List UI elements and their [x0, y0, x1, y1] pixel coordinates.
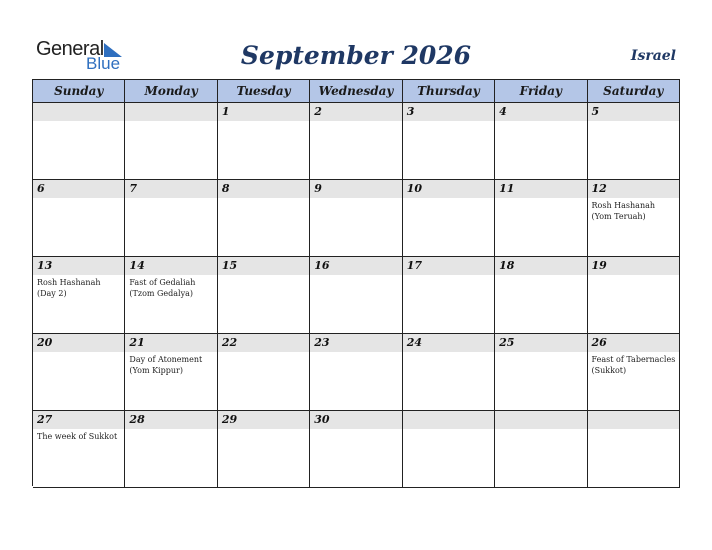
week-row [33, 257, 680, 334]
holiday-event: Feast of Tabernacles (Sukkot) [591, 355, 676, 375]
day-number: 20 [37, 336, 53, 349]
day-cell [588, 103, 680, 180]
week-row [33, 180, 680, 257]
date-bar [125, 103, 216, 121]
day-cell [310, 334, 402, 411]
day-number: 14 [129, 259, 145, 272]
date-bar [403, 103, 494, 121]
day-cell [495, 334, 587, 411]
day-number: 26 [591, 336, 607, 349]
weekday-saturday: Saturday [588, 80, 680, 103]
week-row [33, 103, 680, 180]
day-cell [588, 334, 680, 411]
date-bar [495, 103, 586, 121]
day-number: 12 [591, 182, 607, 195]
day-number: 4 [499, 105, 507, 118]
weeks-container [33, 103, 680, 488]
day-cell [125, 103, 217, 180]
day-cell [125, 257, 217, 334]
day-cell [218, 411, 310, 488]
date-bar [588, 411, 679, 429]
day-number: 19 [591, 259, 607, 272]
day-cell [495, 411, 587, 488]
day-cell [218, 334, 310, 411]
day-cell [310, 411, 402, 488]
day-number: 30 [314, 413, 330, 426]
day-number: 16 [314, 259, 330, 272]
weekday-tuesday: Tuesday [218, 80, 310, 103]
day-cell [125, 180, 217, 257]
weekday-thursday: Thursday [403, 80, 495, 103]
day-cell [403, 180, 495, 257]
day-number: 22 [221, 336, 238, 349]
day-number: 29 [221, 413, 238, 426]
day-cell [33, 411, 125, 488]
day-cell [218, 180, 310, 257]
date-bar [310, 180, 401, 198]
day-cell [403, 411, 495, 488]
day-cell [125, 334, 217, 411]
holiday-event: Rosh Hashanah (Day 2) [37, 278, 101, 298]
day-number: 9 [314, 182, 322, 195]
holiday-event: Rosh Hashanah (Yom Teruah) [591, 201, 656, 221]
date-bar [218, 180, 309, 198]
week-row [33, 411, 680, 488]
holiday-event: Day of Atonement (Yom Kippur) [129, 355, 203, 375]
day-number: 18 [499, 259, 515, 272]
country-label: Israel [630, 48, 676, 64]
day-cell [218, 103, 310, 180]
day-number: 17 [406, 259, 422, 272]
day-number: 8 [221, 182, 230, 195]
day-number: 6 [37, 182, 45, 195]
day-cell [310, 257, 402, 334]
weekday-wednesday: Wednesday [310, 80, 402, 103]
day-cell [588, 180, 680, 257]
weekday-header-row [33, 80, 680, 103]
day-cell [588, 257, 680, 334]
day-cell [33, 103, 125, 180]
day-number: 10 [406, 182, 422, 195]
day-number: 27 [37, 413, 53, 426]
day-number: 21 [129, 336, 145, 349]
date-bar [310, 103, 401, 121]
day-number: 25 [499, 336, 515, 349]
day-cell [495, 103, 587, 180]
holiday-event: The week of Sukkot [37, 432, 118, 441]
day-number: 2 [314, 105, 322, 118]
day-number: 11 [499, 182, 515, 195]
day-number: 28 [129, 413, 145, 426]
day-number: 1 [221, 105, 230, 118]
weekday-monday: Monday [125, 80, 217, 103]
day-cell [33, 334, 125, 411]
week-row [33, 334, 680, 411]
day-number: 24 [406, 336, 422, 349]
day-cell [403, 257, 495, 334]
day-cell [310, 180, 402, 257]
day-number: 13 [37, 259, 53, 272]
day-cell [125, 411, 217, 488]
date-bar [588, 103, 679, 121]
date-bar [218, 103, 309, 121]
day-cell [403, 334, 495, 411]
day-number: 7 [129, 182, 138, 195]
logo-blue-text: Blue [86, 54, 121, 73]
day-cell [403, 103, 495, 180]
day-cell [310, 103, 402, 180]
day-number: 3 [406, 105, 415, 118]
date-bar [33, 103, 124, 121]
day-number: 15 [221, 259, 238, 272]
day-cell [33, 180, 125, 257]
day-number: 23 [314, 336, 330, 349]
calendar-title: September 2026 [240, 41, 472, 70]
date-bar [125, 180, 216, 198]
logo-general-text: General [36, 38, 104, 60]
holiday-event: Fast of Gedaliah (Tzom Gedalya) [129, 278, 196, 298]
date-bar [403, 411, 494, 429]
date-bar [495, 411, 586, 429]
day-cell [495, 257, 587, 334]
date-bar [33, 180, 124, 198]
day-cell [218, 257, 310, 334]
day-cell [495, 180, 587, 257]
weekday-sunday: Sunday [33, 80, 125, 103]
calendar-grid [32, 79, 680, 486]
day-number: 5 [591, 105, 600, 118]
day-cell [588, 411, 680, 488]
day-cell [33, 257, 125, 334]
weekday-friday: Friday [495, 80, 587, 103]
